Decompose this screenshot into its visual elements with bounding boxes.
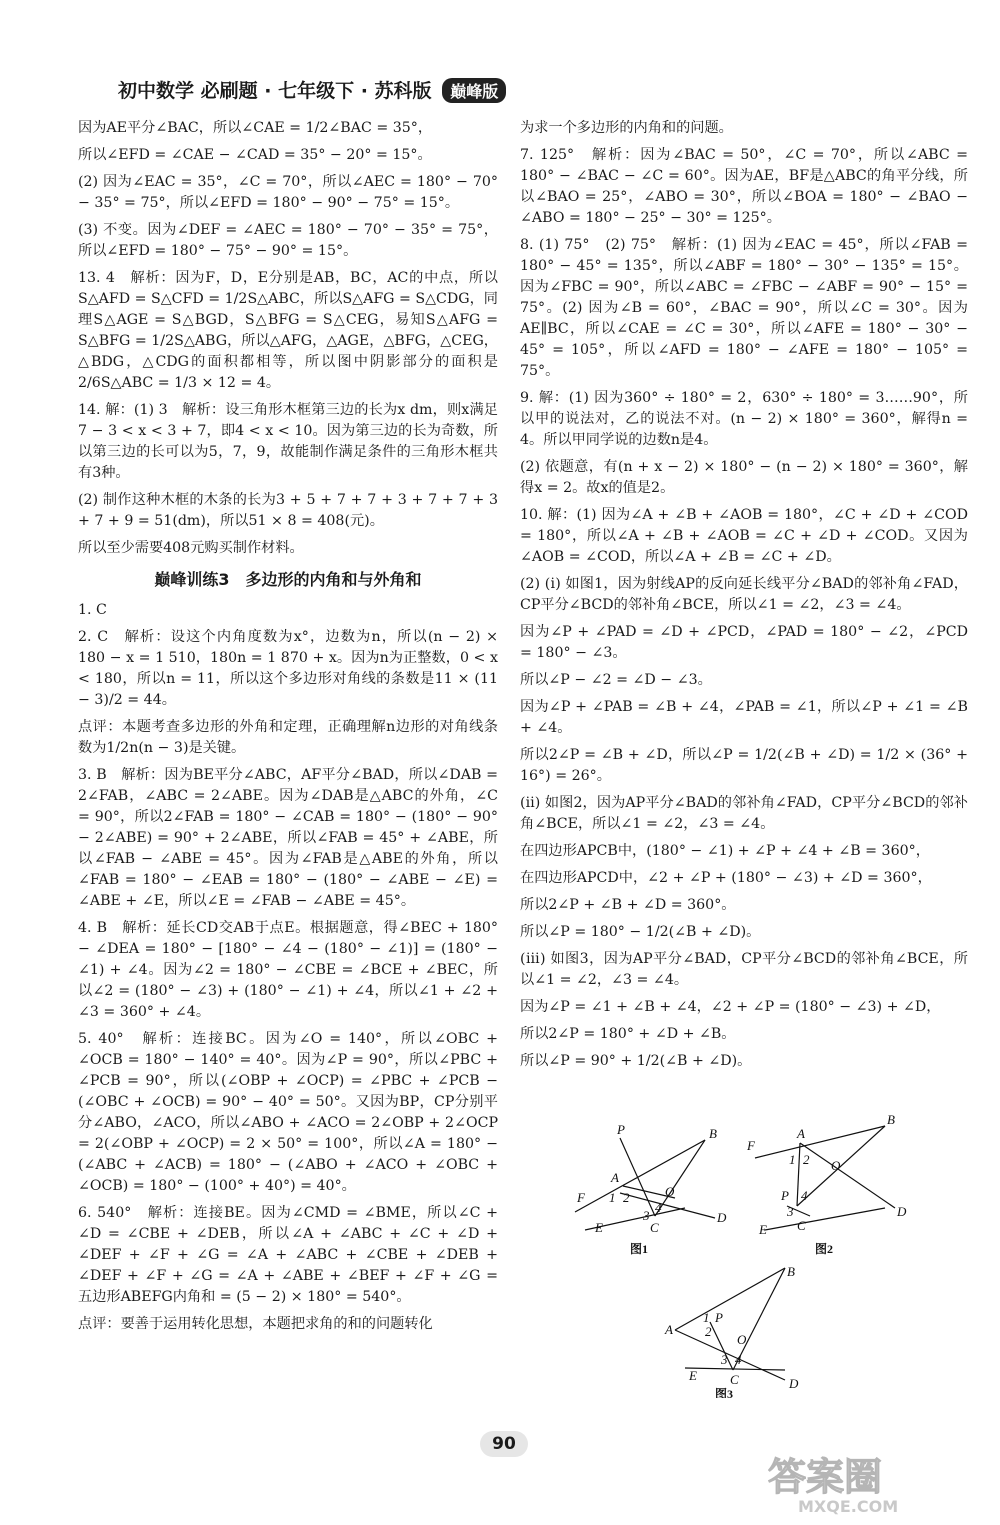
fig-label: D [789,1376,799,1391]
fig-label: 3 [643,1208,650,1223]
fig-label: O [737,1332,747,1347]
fig-label: P [781,1188,789,1203]
fig-label: A [665,1322,673,1337]
answer-13: 13. 4 解析：因为F，D，E分别是AB，BC，AC的中点，所以S△AFD = S△CFD = 1/2S△ABC，所以S△AFG = S△CDG，同理S△AGE = S△BGD，S△BFG = S△CEG，易知S△AFG = S△BFG = 1/2S△ABG，所以△AFG，△AGE，△BFG，△CEG，△BDG，△CDG的面积都相等，所以图中阴影部分的面积是2/6S△ABC = 1/3 × 12 = 4。 [78,270,498,391]
answer-paragraph: 因为∠P = ∠1 + ∠B + ∠4，∠2 + ∠P = (180° − ∠3) + ∠D， [520,999,941,1015]
fig-label: 3 [721,1352,728,1367]
answer-5: 5. 40° 解析：连接BC。因为∠O = 140°，所以∠OBC + ∠OCB = 180° − 140° = 40°。因为∠P = 90°，所以∠PBC + ∠PCB = 90°，所以(∠OBP + ∠OCP) = ∠PBC + ∠PCB − (∠OBC + ∠OCB) = 90° − 40° = 50°。又因为BP，CP分别平分∠ABO，∠ACO，所以∠ABO + ∠ACO = 2∠OBP + 2∠OCP = 2(∠OBP + ∠OCP) = 2 × 50° = 100°，所以∠A = 180° − (∠ABC + ∠ACB) = 180° − (∠ABO + ∠ACO + ∠OBC + ∠OCB) = 180° − (100° + 40°) = 40°。 [78,1031,498,1194]
answer-10: 10. 解：(1) 因为∠A + ∠B + ∠AOB = 180°，∠C + ∠D + ∠COD = 180°，所以∠A + ∠B + ∠AOB = ∠C + ∠D + ∠COD。又因为∠AOB = ∠COD，所以∠A + ∠B = ∠C + ∠D。 [520,507,968,565]
book-header [118,76,506,103]
figure-3-labels [664,1264,799,1398]
edition-badge: 巅峰版 [442,78,506,103]
answer-paragraph: 所以∠P = 180° − 1/2(∠B + ∠D)。 [520,924,761,940]
fig-label: 1 [789,1152,796,1167]
fig-label: P [617,1122,625,1137]
answer-6: 6. 540° 解析：连接BE。因为∠CMD = ∠BME，所以∠C + ∠D = ∠CBE + ∠DEB，所以∠A + ∠ABC + ∠C + ∠D + ∠DEF + ∠F + ∠G = ∠A + ∠ABC + ∠CBE + ∠DEB + ∠DEF + ∠F + ∠G = ∠A + ∠ABE + ∠BEF + ∠F + ∠G = 五边形ABEFG内角和 = (5 − 2) × 180° = 540°。 [78,1205,498,1305]
geometry-figures [565,1108,945,1398]
comment: 点评：要善于运用转化思想，本题把求角的和的问题转化 [78,1316,433,1332]
answer-paragraph: 所以2∠P = ∠B + ∠D，所以∠P = 1/2(∠B + ∠D) = 1/2 × (36° + 16°) = 26°。 [520,747,968,784]
answer-paragraph: 在四边形APCD中，∠2 + ∠P + (180° − ∠3) + ∠D = 360°， [520,870,932,886]
answer-paragraph: 所以2∠P + ∠B + ∠D = 360°。 [520,897,736,913]
answer-2: 2. C 解析：设这个内角度数为x°，边数为n，所以(n − 2) × 180 − x = 1 510，180n = 1 870 + x。因为n为正整数，0 < x < 180，所以n = 11，所以这个多边形对角线的条数是11 × (11 − 3)/2 = 44。 [78,629,498,708]
fig-label: O [665,1184,675,1199]
fig-label: F [577,1190,585,1205]
answer-paragraph: (ⅲ) 如图3，因为AP平分∠BAD，CP平分∠BCD的邻补角∠BCE，所以∠1 = ∠2，∠3 = ∠4。 [520,951,968,988]
watermark-url: MXQE.COM [798,1497,899,1515]
fig-label: B [787,1264,795,1279]
fig-label: P [715,1310,723,1325]
answer-paragraph: 在四边形APCB中，(180° − ∠1) + ∠P + ∠4 + ∠B = 360°， [520,843,930,859]
answer-14: 14. 解：(1) 3 解析：设三角形木框第三边的长为x dm，则x满足7 − 3 < x < 3 + 7，即4 < x < 10。因为第三边的长为奇数，所以第三边的长可以为5，7，9，故能制作满足条件的三角形木框共有3种。 [78,402,498,481]
answer-paragraph: 因为AE平分∠BAC，所以∠CAE = 1/2∠BAC = 35°， [78,120,433,136]
watermark [768,1450,983,1515]
fig-label: C [797,1218,806,1233]
comment: 点评：本题考查多边形的外角和定理，正确理解n边形的对角线条数为1/2n(n − 3)是关键。 [78,719,498,756]
answer-paragraph: (3) 不变。因为∠DEF = ∠AEC = 180° − 70° − 35° = 75°，所以∠EFD = 180° − 75° − 90° = 15°。 [78,222,498,259]
fig-label: D [717,1210,727,1225]
fig-label: O [831,1158,841,1173]
answer-paragraph: 所以∠P − ∠2 = ∠D − ∠3。 [520,672,712,688]
figure-3 [675,1268,785,1380]
figure-1-labels [576,1122,727,1256]
answer-paragraph: 所以∠P = 90° + 1/2(∠B + ∠D)。 [520,1053,752,1069]
answer-paragraph: (ⅱ) 如图2，因为AP平分∠BAD的邻补角∠FAD，CP平分∠BCD的邻补角∠BCE，所以∠1 = ∠2，∠3 = ∠4。 [520,795,968,832]
figure-2-labels [746,1112,907,1256]
left-column [78,118,498,1341]
answer-paragraph: 所以2∠P = 180° + ∠D + ∠B。 [520,1026,736,1042]
fig-label: D [897,1204,907,1219]
fig-label: 2 [705,1324,712,1339]
answer-paragraph: 所以至少需要408元购买制作材料。 [78,540,304,556]
fig-label: E [595,1220,603,1235]
fig-label: A [797,1126,805,1141]
watermark-logo [768,1450,983,1515]
fig-label: E [759,1222,767,1237]
page-number: 90 [480,1431,528,1457]
fig-label: F [747,1138,755,1153]
answer-paragraph: 因为∠P + ∠PAB = ∠B + ∠4，∠PAB = ∠1，所以∠P + ∠1 = ∠B + ∠4。 [520,699,968,736]
figure-caption: 图3 [715,1387,734,1398]
fig-label: B [709,1126,717,1141]
figure-caption: 图2 [815,1242,834,1256]
answer-paragraph: 因为∠P + ∠PAD = ∠D + ∠PCD，∠PAD = 180° − ∠2，∠PCD = 180° − ∠3。 [520,624,968,661]
fig-label: B [887,1112,895,1127]
answer-paragraph: (2) 制作这种木框的木条的长为3 + 5 + 7 + 7 + 3 + 7 + 7 + 3 + 7 + 9 = 51(dm)，所以51 × 8 = 408(元)。 [78,492,498,529]
answer-4: 4. B 解析：延长CD交AB于点E。根据题意，得∠BEC + 180° − ∠DEA = 180° − [180° − ∠4 − (180° − ∠1)] = (180° − ∠1) + ∠4。因为∠2 = 180° − ∠CBE = ∠BCE + ∠BEC，所以∠2 = (180° − ∠3) + (180° − ∠1) + ∠4，所以∠1 + ∠2 + ∠3 = 360° + ∠4。 [78,920,498,1020]
figure-2 [755,1126,895,1230]
answer-paragraph: (2) 因为∠EAC = 35°，∠C = 70°，所以∠AEC = 180° − 70° − 35° = 75°，所以∠EFD = 180° − 90° − 75° = 15°。 [78,174,498,211]
answer-3: 3. B 解析：因为BE平分∠ABC，AF平分∠BAD，所以∠DAB = 2∠FAB，∠ABC = 2∠ABE。因为∠DAB是△ABC的外角，∠C = 90°，所以2∠FAB = 180° − ∠CAB = 180° − (180° − 90° − 2∠ABE) = 90° + 2∠ABE，所以∠FAB = 45° + ∠ABE，所以∠FAB − ∠ABE = 45°。因为∠FAB是△ABE的外角，所以∠FAB = 180° − ∠EAB = 180° − (180° − ∠ABE − ∠E) = ∠ABE + ∠E，所以∠E = ∠FAB − ∠ABE = 45°。 [78,767,498,909]
fig-label: A [611,1170,619,1185]
fig-label: 1 [703,1310,710,1325]
header-subtitle: · 七年级下 · 苏科版 [264,80,432,102]
fig-label: 4 [655,1200,662,1215]
right-column [520,118,968,1078]
answer-8: 8. (1) 75° (2) 75° 解析：(1) 因为∠EAC = 45°，所以∠FAB = 180° − 45° = 135°，所以∠ABF = 180° − 30° − 135° = 15°。因为∠FBC = 90°，所以∠ABC = ∠FBC − ∠ABF = 90° − 15° = 75°。(2) 因为∠B = 60°，∠BAC = 90°，所以∠C = 30°。因为AE∥BC，所以∠CAE = ∠C = 30°，所以∠AFE = 180° − 30° − 45° = 105°，所以∠AFD = 180° − ∠AFE = 180° − 105° = 75°。 [520,237,968,379]
watermark-text: 答案圈 [768,1455,883,1499]
answer-paragraph: 所以∠EFD = ∠CAE − ∠CAD = 35° − 20° = 15°。 [78,147,432,163]
header-title: 初中数学 [118,80,195,102]
fig-label: 2 [623,1190,630,1205]
figure-caption: 图1 [630,1242,649,1256]
fig-label: 3 [787,1204,794,1219]
answer-paragraph: (2) (ⅰ) 如图1，因为射线AP的反向延长线平分∠BAD的邻补角∠FAD，CP平分∠BCD的邻补角∠BCE，所以∠1 = ∠2，∠3 = ∠4。 [520,576,968,613]
answer-1: 1. C [78,602,107,618]
answer-paragraph: 为求一个多边形的内角和的问题。 [520,120,733,136]
answer-paragraph: (2) 依题意，有(n + x − 2) × 180° − (n − 2) × 180° = 360°，解得x = 2。故x的值是2。 [520,459,968,496]
fig-label: 4 [801,1188,808,1203]
fig-label: C [730,1372,739,1387]
header-brand: 必刷题 [200,80,258,102]
section-title: 巅峰训练3 多边形的内角和与外角和 [154,570,422,589]
fig-label: 1 [609,1190,616,1205]
fig-label: C [650,1220,659,1235]
fig-label: 4 [735,1352,742,1367]
answer-7: 7. 125° 解析：因为∠BAC = 50°，∠C = 70°，所以∠ABC = 180° − ∠BAC − ∠C = 60°。因为AE，BF是△ABC的角平分线，所以∠BAO = 25°，∠ABO = 30°，所以∠BOA = 180° − ∠BAO − ∠ABO = 180° − 25° − 30° = 125°。 [520,147,968,226]
figures-svg [565,1108,945,1398]
answer-9: 9. 解：(1) 因为360° ÷ 180° = 2，630° ÷ 180° = 3……90°，所以甲的说法对，乙的说法不对。(n − 2) × 180° = 360°，解得n = 4。所以甲同学说的边数n是4。 [520,390,968,448]
fig-label: E [689,1368,697,1383]
fig-label: 2 [803,1152,810,1167]
